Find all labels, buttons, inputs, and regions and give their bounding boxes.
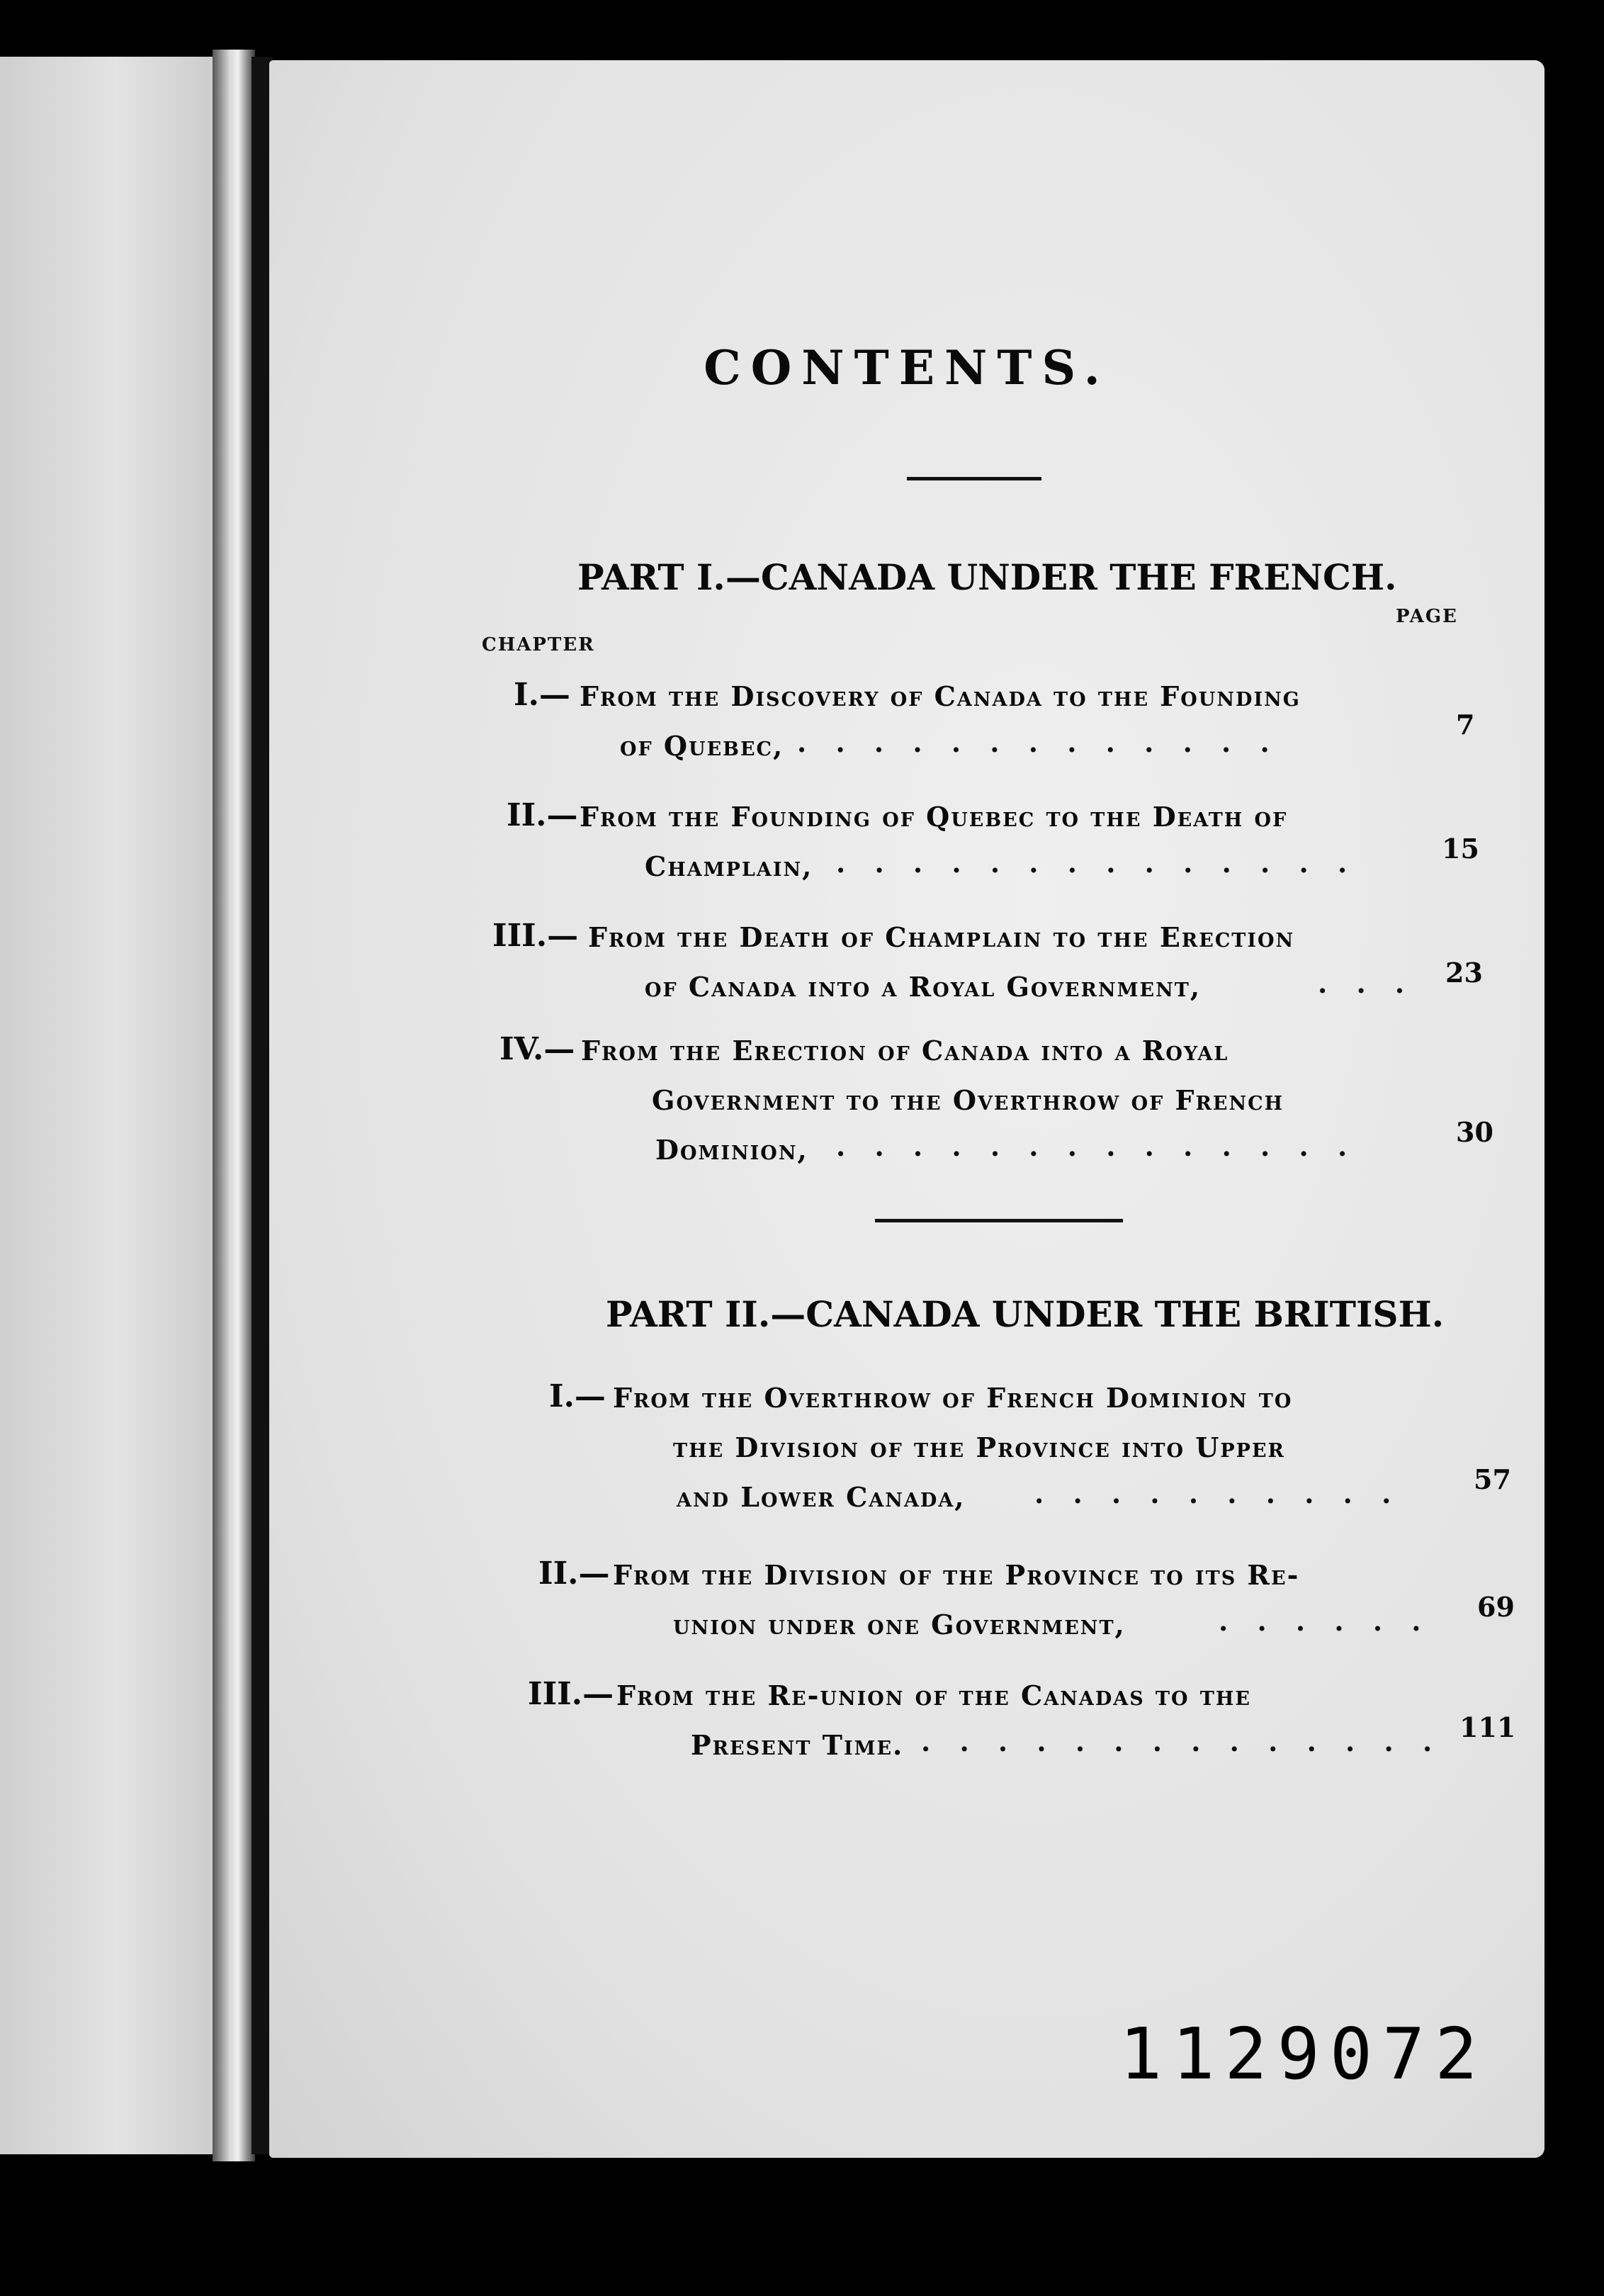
page-column-label: PAGE	[1396, 606, 1458, 627]
book-spine	[213, 50, 255, 2161]
part2-chapter-1-leader: . . . . . . . . . .	[1034, 1478, 1401, 1509]
part2-chapter-3-leader: . . . . . . . . . . . . . .	[921, 1726, 1442, 1757]
part2-chapter-3-page: 111	[1459, 1711, 1516, 1743]
chapter-column-label: CHAPTER	[482, 634, 595, 655]
part1-chapter-4-number: IV.—	[499, 1031, 575, 1067]
part1-chapter-4-leader: . . . . . . . . . . . . . .	[836, 1130, 1357, 1162]
part1-chapter-1-leader: . . . . . . . . . . . . .	[797, 726, 1280, 758]
part1-chapter-1-page: 7	[1456, 709, 1475, 741]
part1-chapter-2-line2: Champlain,	[645, 850, 813, 882]
part1-chapter-3-page: 23	[1445, 957, 1483, 989]
part1-chapter-3-line2: of Canada into a Royal Government,	[645, 971, 1202, 1003]
contents-page	[269, 60, 1544, 2158]
part2-chapter-2-leader: . . . . . .	[1219, 1605, 1431, 1637]
part1-chapter-2-line1: From the Founding of Quebec to the Death of	[580, 801, 1288, 833]
part2-chapter-2-line2: union under one Government,	[673, 1609, 1126, 1641]
page-title: CONTENTS.	[704, 340, 1110, 395]
part1-chapter-4-line3: Dominion,	[655, 1134, 808, 1166]
part2-chapter-1-page: 57	[1474, 1463, 1511, 1495]
part1-chapter-1-line2: of Quebec,	[620, 730, 784, 762]
part2-chapter-1-number: I.—	[549, 1378, 606, 1414]
part1-chapter-2-leader: . . . . . . . . . . . . . .	[836, 847, 1357, 879]
part2-chapter-1-line3: and Lower Canada,	[677, 1481, 966, 1513]
part1-chapter-4-line1: From the Erection of Canada into a Royal	[581, 1035, 1229, 1067]
part-divider-rule	[875, 1219, 1123, 1222]
part1-chapter-2-page: 15	[1442, 833, 1479, 865]
part1-chapter-3-line1: From the Death of Champlain to the Erection	[588, 921, 1295, 953]
part2-chapter-3-number: III.—	[528, 1676, 614, 1712]
part1-chapter-4-line2: Government to the Overthrow of French	[652, 1084, 1284, 1116]
part1-chapter-2-number: II.—	[507, 797, 578, 833]
part2-chapter-1-line2: the Division of the Province into Upper	[673, 1431, 1285, 1463]
part1-chapter-1-number: I.—	[514, 677, 570, 713]
part1-chapter-3-leader: . . .	[1318, 967, 1415, 999]
part2-chapter-1-line1: From the Overthrow of French Dominion to	[613, 1382, 1293, 1414]
title-rule	[907, 477, 1041, 480]
part2-chapter-3-line2: Present Time.	[691, 1729, 904, 1761]
part2-chapter-2-page: 69	[1477, 1591, 1515, 1623]
left-page-edge	[0, 57, 234, 2154]
part2-heading: PART II.—CANADA UNDER THE BRITISH.	[606, 1293, 1445, 1335]
part1-heading: PART I.—CANADA UNDER THE FRENCH.	[577, 556, 1397, 598]
part1-chapter-4-page: 30	[1456, 1116, 1493, 1148]
part1-chapter-1-line1: From the Discovery of Canada to the Founding	[580, 680, 1301, 712]
part1-chapter-3-number: III.—	[492, 918, 579, 954]
part2-chapter-3-line1: From the Re-union of the Canadas to the	[616, 1679, 1251, 1711]
part2-chapter-2-line1: From the Division of the Province to its Re-	[613, 1559, 1300, 1591]
part2-chapter-2-number: II.—	[538, 1555, 610, 1592]
catalog-number: 1129072	[1119, 2013, 1488, 2095]
